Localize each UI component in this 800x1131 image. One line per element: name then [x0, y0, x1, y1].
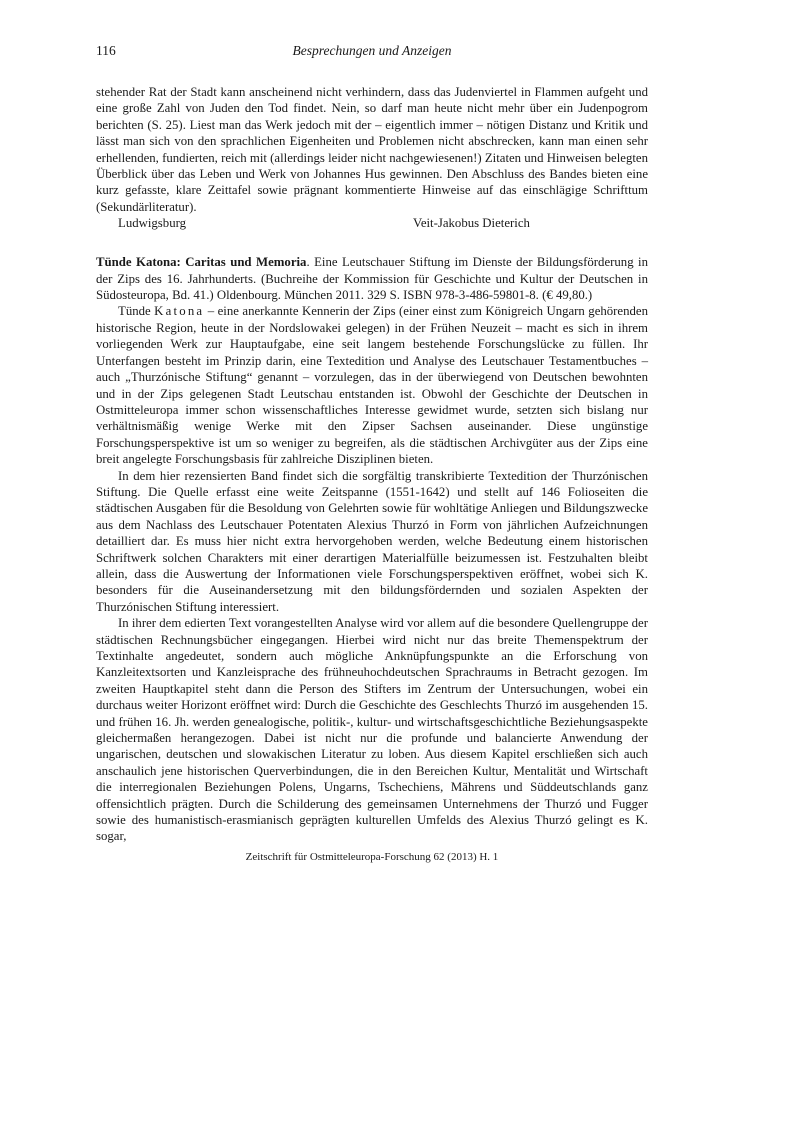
page	[96, 40, 648, 845]
review-citation	[96, 254, 648, 303]
review-block	[96, 254, 648, 845]
reviewer-signature	[96, 215, 648, 232]
journal-footer: Zeitschrift für Ostmitteleuropa-Forschung 62 (2013) H. 1	[245, 851, 499, 863]
previous-review-text: stehender Rat der Stadt kann anscheinend nicht verhindern, dass das Judenviertel in Flammen aufgeht und eine große Zahl von Juden den Tod findet. Nein, so darf man heute nicht mehr über ein Judenpogrom berichten (S. 25). Liest man das Werk jedoch mit der – eigentlich immer – nötigen Distanz und Kritik und lässt man sich von den sprachlichen Eigenheiten und Problemen nicht abschrecken, kann man einen sehr erhellenden, fundierten, reich mit (allerdings leider nicht nachgewiesenen!) Zitaten und Hinweisen belegten Überblick über das Leben und Werk von Johannes Hus gewinnen. Den Abschluss des Bandes bieten eine kurz gefasste, klare Zeittafel sowie prägnant kommentierte Hinweise auf das einschlägige Schrifttum (Sekundärliteratur).	[96, 85, 648, 214]
review-author-title: Tünde Katona: Caritas und Memoria	[96, 255, 307, 270]
review-bibliographic-info: . Eine Leutschauer Stiftung im Dienste der Bildungsförderung in der Zips des 16. Jahrhunderts. (Buchreihe der Kommission für Geschichte und Kultur der Deutschen in Südosteuropa, Bd. 41.) Oldenbourg. München 2011. 329 S. ISBN 978-3-486-59801-8. (€ 49,80.)	[96, 255, 648, 303]
review-paragraph-1-lead: Tünde	[118, 304, 155, 319]
review-paragraph-3: In ihrer dem edierten Text vorangestellten Analyse wird vor allem auf die besondere Quellengruppe der städtischen Rechnungsbücher eingegangen. Hierbei wird nicht nur das breite Themenspektrum der Textinhalte angedeutet, sondern auch mögliche Anknüpfungspunkte an die Erforschung von Kanzleitextsorten und Kanzleisprache des frühneuhochdeutschen Sprachraums in Betracht gezogen. Im zweiten Hauptkapitel steht dann die Person des Stifters im Zentrum der Untersuchungen, wobei ein durchaus weiter Horizont eröffnet wird: Durch die Geschichte des Geschlechts Thurzó im ausgehenden 15. und frühen 16. Jh. werden genealogische, politik-, kultur- und wirtschaftsgeschichtliche Beziehungsaspekte gleichermaßen herangezogen. Dabei ist nicht nur die profunde und balancierte Anwendung der ungarischen, deutschen und slowakischen Literatur zu loben. Aus diesem Kapitel erschließen sich auch anschaulich jene historischen Querverbindungen, die in den Bereichen Kultur, Mentalität und Wirtschaft die interregionalen Beziehungen Polens, Ungarns, Tschechiens, Mährens und Süddeutschlands ganz offensichtlich prägten. Durch die Schilderung des gemeinsamen Unternehmens der Thurzó und Fugger sowie des humanistisch-erasmianisch geprägten kulturellen Umfelds des Alexius Thurzó gelingt es K. sogar,	[96, 616, 648, 844]
body-text	[96, 84, 648, 845]
reviewer-place: Ludwigsburg	[118, 216, 187, 231]
reviewer-name: Veit-Jakobus Dieterich	[413, 216, 530, 231]
review-paragraph-2: In dem hier rezensierten Band findet sich die sorgfältig transkribierte Textedition der Thurzónischen Stiftung. Die Quelle erfasst eine weite Zeitspanne (1551-1642) und stellt auf 146 Folioseiten die städtischen Ausgaben für die Besoldung von Gelehrten sowie für wohltätige Anliegen und Bildungszwecke aus dem Nachlass des Leutschauer Potentaten Alexius Thurzó in Form von jährlichen Aufzeichnungen detailliert dar. Es muss hier nicht extra hervorgehoben werden, welche Bedeutung einem historischen Schriftwerk solchen Charakters mit einer derartigen Materialfülle beizumessen ist. Festzuhalten bleibt allein, dass die Auswertung der Informationen viele Forschungsperspektiven eröffnet, wobei sich K. besonders für die Auseinandersetzung mit den bildungsfördernden und sozialen Aspekten der Thurzónischen Stiftung interessiert.	[96, 468, 648, 614]
review-paragraph-1	[96, 303, 648, 467]
review-author-surname: Katona	[154, 304, 205, 319]
page-number: 116	[96, 43, 116, 58]
review-paragraph-1-rest: – eine anerkannte Kennerin der Zips (einer einst zum Königreich Ungarn gehörenden historische Region, heute in der Nordslowakei gelegen) in der Frühen Neuzeit – macht es sich in ihrem vorliegenden Werk zur Hauptaufgabe, eine seit langem bestehende Forschungslücke zu füllen. Ihr Unterfangen besteht im Prinzip darin, eine Textedition und Analyse des Leutschauer Testamentbuches – auch „Thurzónische Stiftung“ genannt – vorzulegen, das in der überwiegend von Deutschen bewohnten und in der Zips gelegenen Stadt Leutschau entstanden ist. Obwohl der Geschichte der Deutschen in Ostmitteleuropa immer schon wissenschaftliches Interesse gewidmet wurde, setzten sich bislang nur verhältnismäßig wenige Werke mit den Zipser Sachsen auseinander. Diese ungünstige Forschungsperspektive ist um so weniger zu begreifen, als die städtischen Archivgüter aus der Zips eine breit angelegte Forschungsbasis für zahlreiche Disziplinen bieten.	[96, 304, 648, 467]
running-head	[96, 40, 648, 62]
section-title: Besprechungen und Anzeigen	[292, 43, 452, 58]
